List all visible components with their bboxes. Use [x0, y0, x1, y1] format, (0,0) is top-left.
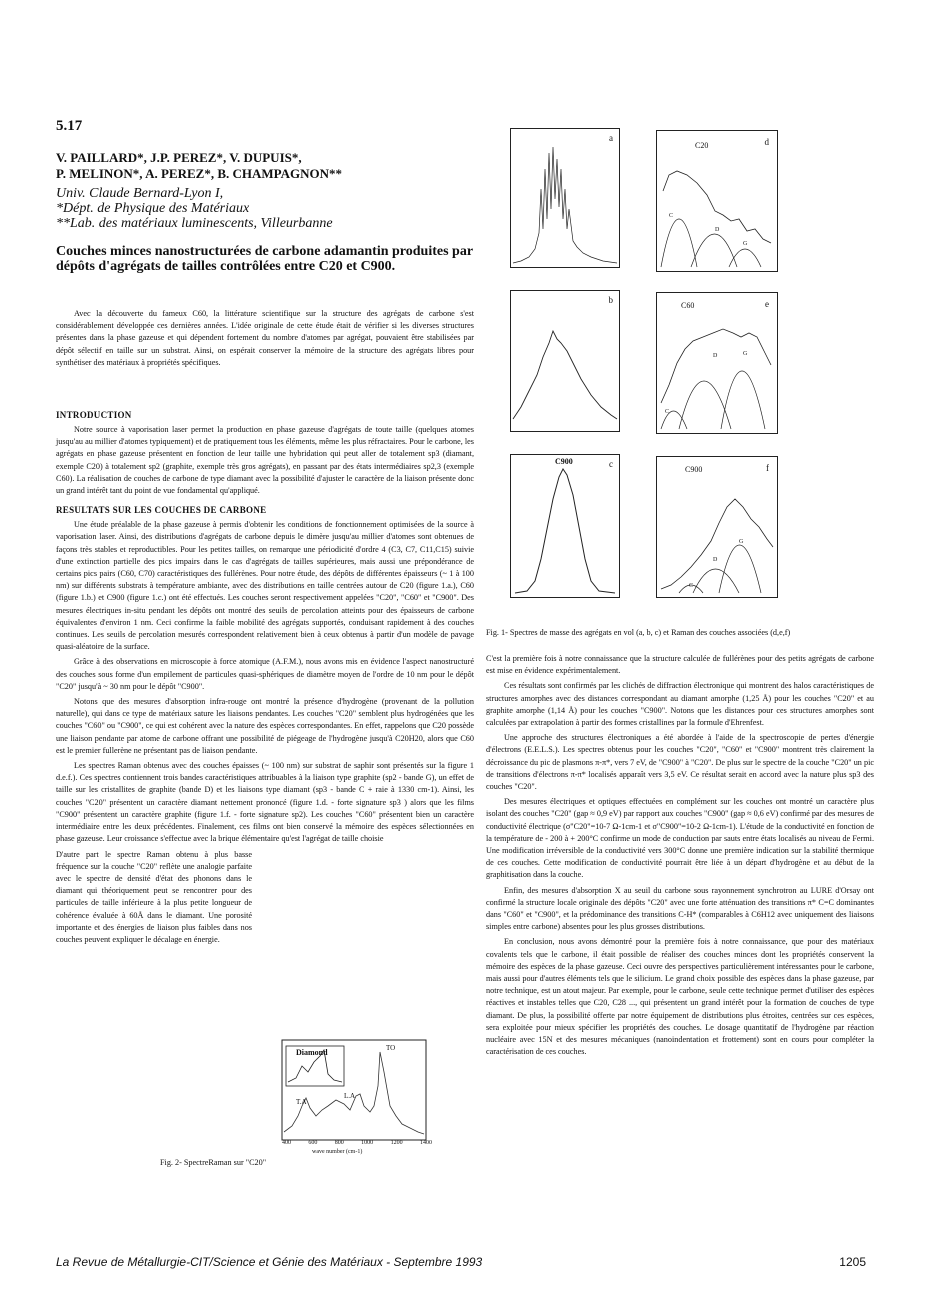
panel-a-plot [511, 129, 619, 267]
panel-f [656, 456, 778, 598]
journal-footer: La Revue de Métallurgie-CIT/Science et Génie des Matériaux - Septembre 1993 [56, 1255, 483, 1269]
authors [56, 150, 476, 182]
fig2-ta-label: T.A [296, 1098, 307, 1106]
right-paragraph-5: Enfin, des mesures d'absorption X au seuil du carbone sous rayonnement synchrotron au LURE d'Orsay ont confirmé la structure locale originale des dépôts "C20" avec une forte atténuation des transitions π* C=C dominantes dans "C60" et "C900", et la prédominance des transitions C-H* (comparables à C6H12 avec uniquement des liaisons simples entre carbone) absentes pour les plus grosses distributions. [486, 885, 874, 932]
right-paragraph-3: Une approche des structures électroniques a été abordée à l'aide de la spectroscopie de pertes d'énergie d'électrons (E.E.L.S.). Les spectres obtenus pour les couches "C20", "C60" et "C900" montrent très clairement la décroissance du pic de plasmons π-π*, vers 7 eV, de "C900" à "C20". De plus sur le spectre de la couche "C20" un pic de transitions d'électrons π-π* localisés apparaît vers 3,5 eV. Ce résultat serait en accord avec la nature plus sp3 des couches "C20". [486, 733, 874, 792]
affiliations [56, 186, 476, 231]
results-heading: RESULTATS SUR LES COUCHES DE CARBONE [56, 505, 267, 516]
panel-e-letter: e [765, 299, 769, 309]
intro-heading: INTRODUCTION [56, 410, 132, 420]
figure-1-caption: Fig. 1- Spectres de masse des agrégats en vol (a, b, c) et Raman des couches associées (d,e,f) [486, 628, 791, 637]
panel-b-plot [511, 291, 619, 431]
results-paragraph-1: Une étude préalable de la phase gazeuse à permis d'obtenir les conditions de fonctionnement optimisées de la source à vaporisation laser. Ainsi, des distributions d'agrégats de carbone depuis le dimère jusqu'au millier d'atomes sont obtenues de façons très stables et reproductibles. Pour les petites tailles, on remarque une périodicité d'ordre 4 (C3, C7, C11,C15) suivie d'une extinction partielle des pics impairs dans le cas d'agrégats de tailles supérieures, mais aussi une prépondérance de certains pics pairs (C60, C70) caractéristiques des fullérènes. Pour notre étude, des dépôts de différentes épaisseurs (~ 1 à 100 nm) sur différents substrats à température ambiante, avec des distributions en taille centrées autour de C20 (figure 1.a.), C60 (figure 1.b.) et C900 (figure 1.c.) ont été effectués. Les couches seront respectivement appelées "C20", "C60" et "C900". Des mesures électriques in-situ pendant les dépôts ont montré des seuils de percolation atteints pour des épaisseurs de carbone équivalentes d'environ 1 nm. Ceci confirme la faible mobilité des agrégats supportés, conduisant rapidement à des couches continues. Les seuils de percolation mesurés correspondent relativement bien à ceux obtenus à partir d'un modèle de pavage quasi-aléatoire de la surface. [56, 520, 474, 652]
panel-e-band-c: C [665, 409, 670, 415]
panel-e-plot [657, 293, 777, 433]
panel-b-letter: b [608, 295, 613, 305]
fig2-x-ticks [282, 1140, 432, 1146]
panel-c-plot [511, 455, 619, 597]
panel-f-band-d: D [713, 557, 718, 563]
figure-2-caption: Fig. 2- SpectreRaman sur "C20" [160, 1158, 267, 1167]
fig2-tick: 600 [308, 1140, 318, 1146]
fig2-xlabel: wave number (cm-1) [312, 1149, 363, 1155]
panel-c-letter: c [609, 459, 613, 469]
intro-text: Notre source à vaporisation laser permet la production en phase gazeuse d'agrégats de toute taille (quelques atomes jusqu'au au millier d'atomes typiquement) et de pratiquement tous les éléments, même les plus réfractaires. Pour le carbone, les agrégats en phase gazeuse présentent en fonction de leur taille une hybridation qui peut aller de totalement sp3 (diamant, exemple C20) à totalement sp2 (graphite, exemple très gros agrégats), en passant par des états intermédiaires sp2,3 (exemple C60). La réalisation de couches de carbone de type diamant avec la possibilité d'ajuster le caractère de la liaison présente donc un grand intérêt tant du point de vue fondamental qu'appliqué. [56, 425, 474, 496]
results-paragraph-2: Grâce à des observations en microscopie à force atomique (A.F.M.), nous avons mis en évidence l'aspect nanostructuré des couches sous forme d'un empilement de particules quasi-sphériques de diamètre moyen de l'ordre de 10 nm pour le dépôt "C20" jusqu'à ~ 30 nm pour le dépôt "C900". [56, 657, 474, 691]
fig2-tick: 1000 [361, 1140, 374, 1146]
panel-f-species: C900 [685, 465, 703, 474]
right-column [486, 653, 874, 1062]
paper-title: Couches minces nanostructurées de carbone adamantin produites par dépôts d'agrégats de tailles contrôlées entre C20 et C900. [56, 244, 473, 274]
figure-2 [262, 1036, 430, 1158]
panel-d-band-c: C [669, 213, 674, 219]
panel-d-letter: d [764, 137, 769, 147]
affiliation-2: *Dépt. de Physique des Matériaux [56, 201, 250, 216]
panel-e [656, 292, 778, 434]
panel-e-band-g: G [743, 351, 748, 357]
panel-b [510, 290, 620, 432]
fig2-la-label: L.A [344, 1092, 356, 1100]
panel-e-species: C60 [681, 301, 695, 310]
panel-f-band-g: G [739, 539, 744, 545]
fig2-tick: 1400 [419, 1140, 432, 1146]
panel-d-band-g: G [743, 241, 748, 247]
panel-f-band-c: C [689, 583, 694, 589]
page-number: 1205 [839, 1255, 866, 1269]
authors-line-1: V. PAILLARD*, J.P. PEREZ*, V. DUPUIS*, [56, 150, 302, 165]
right-paragraph-1: C'est la première fois à notre connaissance que la structure calculée de fullérènes pour des petits agrégats de carbone est mise en évidence expérimentalement. [486, 654, 874, 676]
panel-f-letter: f [766, 463, 769, 473]
authors-line-2: P. MELINON*, A. PEREZ*, B. CHAMPAGNON** [56, 166, 343, 181]
section-number: 5.17 [56, 118, 83, 134]
abstract [56, 308, 474, 372]
fig2-tick: 1200 [390, 1140, 403, 1146]
abstract-text: Avec la découverte du fameux C60, la littérature scientifique sur la structure des agrégats de carbone s'est considérablement développée ces dernières années. L'idée originale de cette étude était de vérifier si les diverses structures présentes dans la phase gazeuse et qui dépendent fortement du nombre d'atomes par agrégat, pouvaient être stabilisées par dépôt sélectif en taille sur un substrat. Ainsi, on espérait conserver la mémoire de la structure des agrégats libres pour synthétiser des matériaux à propriétés spécifiques. [56, 309, 474, 367]
affiliation-3: **Lab. des matériaux luminescents, Villeurbanne [56, 216, 333, 231]
right-paragraph-2: Ces résultats sont confirmés par les clichés de diffraction électronique qui montrent des halos caractéristiques de structures amorphes avec des distances correspondant au diamant amorphe (1,25 Å) pour les couches "C20" et au graphite amorphe (1,14 Å) pour les couches "C900". Notons que les distances pour ces structures amorphes sont calculées par extrapolation à partir des formes cristallines par la formule d'Ehrenfest. [486, 681, 874, 728]
panel-d [656, 130, 778, 272]
right-paragraph-6: En conclusion, nous avons démontré pour la première fois à notre connaissance, que pour des matériaux covalents tels que le carbone, il était possible de réaliser des couches minces dont les propriétés conservent la mémoire des espèces de la phase gazeuse. Ceci ouvre des perspectives particulièrement intéressantes pour le carbone, mais aussi pour d'autres éléments tels que le silicium. Le grand choix possible des espèces dans la phase gazeuse, par notre technique, est un atout majeur. Par exemple, pour le carbone, seule cette technique permet d'utiliser des espèces réactives et instables telles que C20, C28 ..., qui présentent un grand intérêt pour la formation de couches de type diamant. De plus, la possibilité offerte par notre équipement de distributions plus étroites, centrées sur ces espèces, sera exploitée pour mieux spécifier les propriétés des couches. Le dosage quantitatif de l'hydrogène par réaction nucléaire avec 15N et des mesures mécaniques (nanoindentation et frottement) sont en cours pour compléter la caractérisation de ces couches. [486, 937, 874, 1057]
results-paragraph-3: Notons que des mesures d'absorption infra-rouge ont montré la présence d'hydrogène (provenant de la pollution naturelle), qui dans ce type de matériaux sature les liaisons pendantes. Les couches "C20" semblent plus hydrogénées que les couches "C60" ou "C900", ce qui est cohérent avec la nature des espèces correspondantes. En effet, rappelons que C20 possède une liaison pendante par atome de carbone offrant une possibilité de piégeage de l'hydrogène jusqu'à C20H20, alors que C60 est le premier fullerène ne présentant pas de liaison pendante. [56, 697, 474, 755]
left-column [56, 402, 474, 949]
panel-d-species: C20 [695, 141, 709, 150]
panel-e-band-d: D [713, 353, 718, 359]
fig2-tick: 800 [334, 1140, 344, 1146]
panel-f-plot [657, 457, 777, 597]
panel-d-band-d: D [715, 227, 720, 233]
panel-a-letter: a [609, 133, 613, 143]
panel-a [510, 128, 620, 268]
results-paragraph-5: D'autre part le spectre Raman obtenu à plus basse fréquence sur la couche "C20" reflète une analogie parfaite avec le spectre de densité d'état des phonons dans le diamant qui théoriquement peut se rencontrer pour des particules de taille inférieure à la plus petite longueur de cohérence évaluée à 60Å dans le diamant. Une porosité importante et des énergies de liaison plus faibles dans nos couches peuvent expliquer le décalage en énergie. [56, 849, 252, 944]
results-paragraph-4: Les spectres Raman obtenus avec des couches épaisses (~ 100 nm) sur substrat de saphir sont présentés sur la figure 1 d.e.f.). Ces spectres contiennent trois bandes caractéristiques attribuables à la liaison type graphite (sp2 - bande G), un effet de taille sur les cristallites de graphite (bande D) et les liaisons type diamant (sp3 - bande C + raie à 1330 cm-1). Ainsi, les couches "C20" présentent un caractère diamant nettement prononcé (figure 1.d. - forte signature sp3 ) alors que les films "C900" présentent un caractère graphite (figure 1.f. - forte signature sp2). Les couches "C60" présentent bien un caractère intermédiaire entre les deux précédentes. Finalement, ces films ont bien conservé la mémoire des espèces sélectionnées en phase gazeuse. Leur croissance s'effectue avec la brique élémentaire qu'est l'agrégat de taille choisie [56, 761, 474, 844]
fig2-legend: Diamond [296, 1048, 328, 1057]
affiliation-1: Univ. Claude Bernard-Lyon I, [56, 186, 224, 201]
fig2-to-label: TO [386, 1044, 396, 1052]
fig2-tick: 400 [282, 1140, 291, 1146]
panel-c-peak: C900 [555, 457, 573, 466]
panel-c [510, 454, 620, 598]
panel-d-plot [657, 131, 777, 271]
right-paragraph-4: Des mesures électriques et optiques effectuées en complément sur les couches ont montré un caractère plus isolant des couches "C20" (gap ≈ 0,9 eV) par rapport aux couches "C900" (gap ≈ 0,6 eV) confirmé par des mesures de conductivité électrique (σ"C20"=10-7 Ω-1cm-1 et σ"C900"=10-2 Ω-1cm-1). L'étude de la conductivité en fonction de la température de - 200 à + 200°C confirme un mode de conduction par sauts entre états localisés au niveau de Fermi. Une modification irréversible de la conductivité vers 300°C donne une première indication sur la stabilité thermique de ces couches. Cette modification de conductivité pourrait être liée à un départ d'hydrogène et au début de la graphitisation dans la couche. [486, 797, 874, 880]
